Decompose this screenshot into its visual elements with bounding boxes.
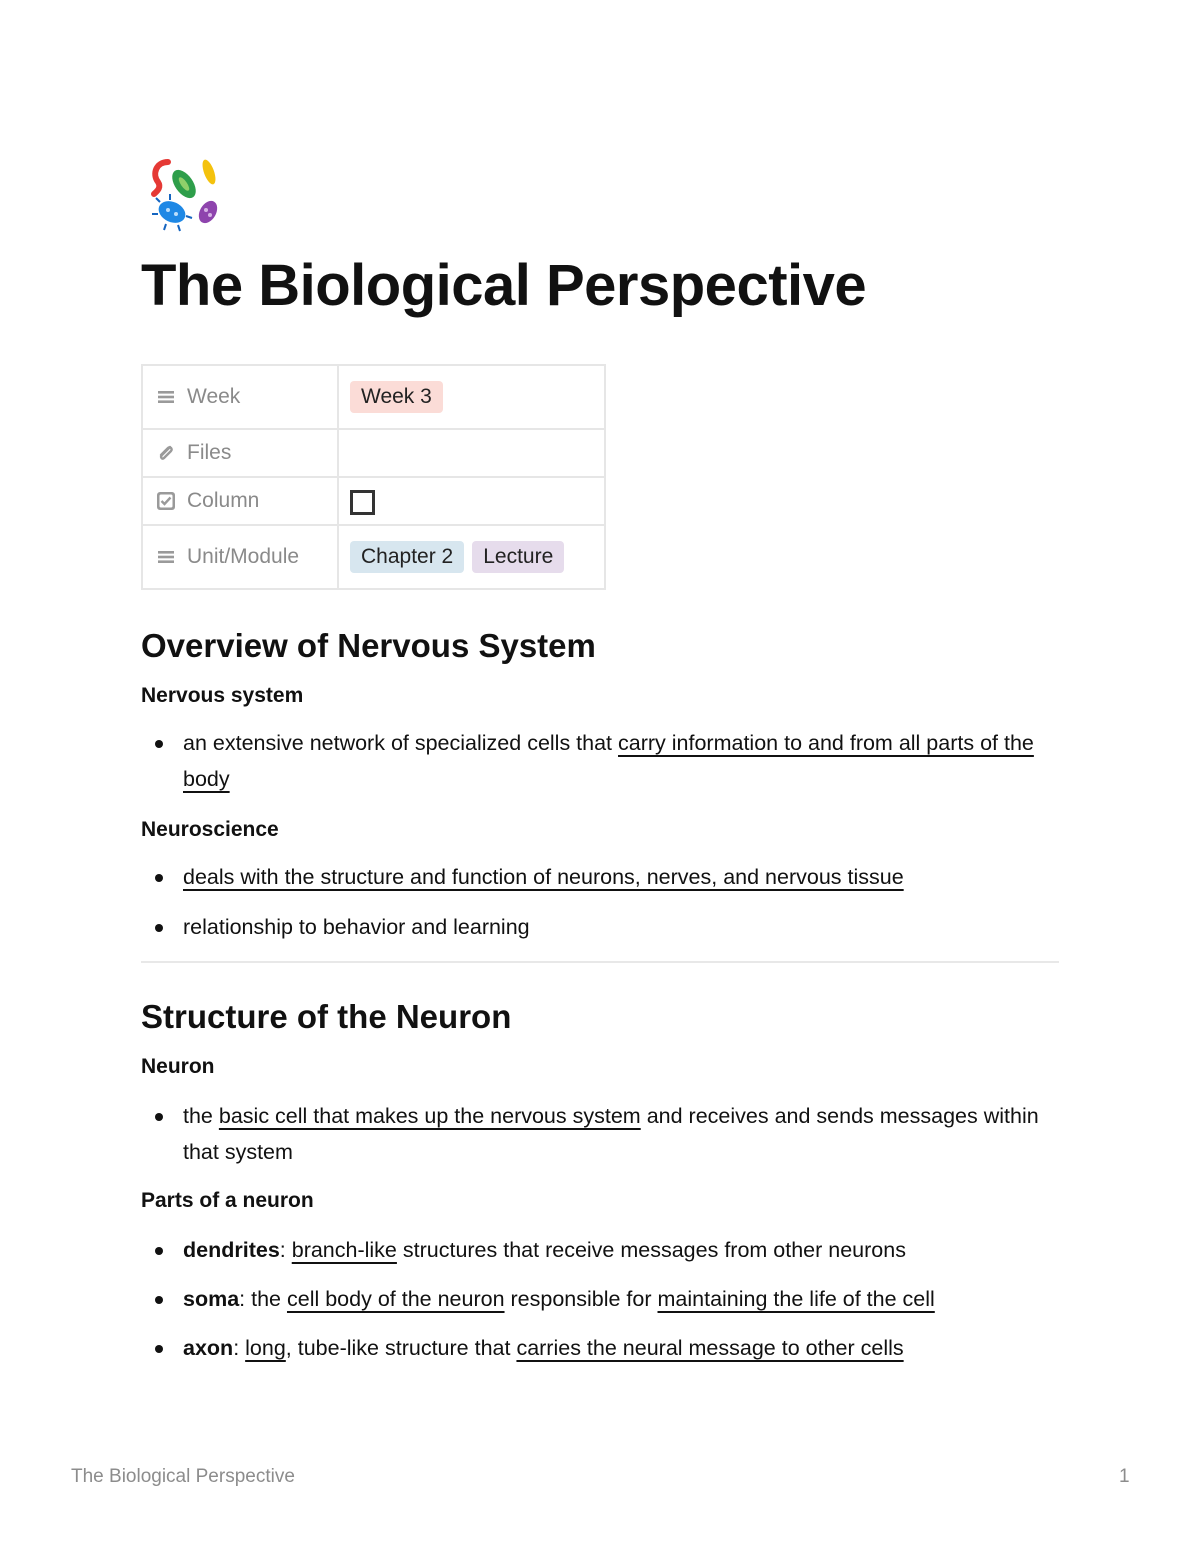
property-key-column (142, 477, 338, 525)
underlined-text: cell body of the neuron (286, 1287, 505, 1311)
page-number: 1 (1119, 1466, 1130, 1487)
underlined-text: basic cell that makes up the nervous system (218, 1104, 641, 1128)
heading-structure: Structure of the Neuron (141, 998, 512, 1035)
underlined-text: deals with the structure and function of neurons, nerves, and nervous tissue (183, 865, 904, 889)
list-item (141, 725, 1071, 797)
footer-title: The Biological Perspective (71, 1466, 295, 1487)
list-item-dendrites (141, 1232, 1071, 1268)
list-item (141, 859, 1071, 895)
bullet-text: , tube-like structure that (285, 1336, 517, 1360)
property-label-column: Column (187, 489, 260, 512)
underlined-text: carry information to and from all parts of the body (183, 731, 1034, 791)
bullet-text: the (183, 1104, 219, 1128)
property-label-files: Files (187, 441, 232, 464)
term-neuroscience: Neuroscience (141, 818, 279, 841)
underlined-text: maintaining the life of the cell (657, 1287, 935, 1311)
bullet-text: responsible for (504, 1287, 658, 1311)
property-label-unit: Unit/Module (187, 545, 300, 568)
property-value-week[interactable] (338, 365, 605, 429)
property-label-week: Week (187, 385, 241, 408)
property-row-column (142, 477, 605, 525)
list-neuron (141, 1098, 1071, 1170)
separator-text: : (233, 1336, 246, 1360)
list-neuroscience (141, 859, 1071, 945)
divider (141, 961, 1059, 963)
property-key-files (142, 429, 338, 477)
property-row-unit (142, 525, 605, 589)
tag-lecture[interactable]: Lecture (472, 541, 564, 573)
paperclip-icon (155, 442, 177, 464)
separator-text: : (279, 1238, 292, 1262)
bullet-text: and receives and sends messages within that system (183, 1104, 1039, 1164)
list-nervous-system (141, 725, 1071, 797)
underlined-text: carries the neural message to other cells (516, 1336, 904, 1360)
checkbox-icon (155, 490, 177, 512)
property-value-column (338, 477, 605, 525)
term-parts-of-neuron: Parts of a neuron (141, 1189, 314, 1212)
property-key-week (142, 365, 338, 429)
term-axon: axon (183, 1336, 234, 1360)
list-item (141, 1098, 1071, 1170)
microbe-icon (146, 154, 226, 234)
property-row-files (142, 429, 605, 477)
column-checkbox[interactable] (350, 490, 375, 515)
heading-overview: Overview of Nervous System (141, 627, 596, 664)
list-icon (155, 386, 177, 408)
underlined-text: long (245, 1336, 286, 1360)
property-value-unit[interactable] (338, 525, 605, 589)
bullet-text: relationship to behavior and learning (183, 915, 530, 939)
property-key-unit (142, 525, 338, 589)
term-dendrites: dendrites (183, 1238, 280, 1262)
underlined-text: branch-like (291, 1238, 397, 1262)
list-icon (155, 546, 177, 568)
term-soma: soma (183, 1287, 240, 1311)
tag-chapter[interactable]: Chapter 2 (350, 541, 464, 573)
list-item-soma (141, 1281, 1071, 1317)
property-row-week (142, 365, 605, 429)
term-nervous-system: Nervous system (141, 684, 304, 707)
bullet-text: structures that receive messages from other neurons (396, 1238, 906, 1262)
list-item-axon (141, 1330, 1071, 1366)
bullet-text: an extensive network of specialized cells that (183, 731, 619, 755)
property-value-files[interactable] (338, 429, 605, 477)
properties-table (141, 364, 606, 590)
tag-week[interactable]: Week 3 (350, 381, 443, 413)
list-item (141, 909, 1071, 945)
term-neuron: Neuron (141, 1055, 215, 1078)
separator-text: : the (239, 1287, 287, 1311)
list-parts-of-neuron (141, 1232, 1071, 1366)
page-title: The Biological Perspective (141, 253, 867, 318)
